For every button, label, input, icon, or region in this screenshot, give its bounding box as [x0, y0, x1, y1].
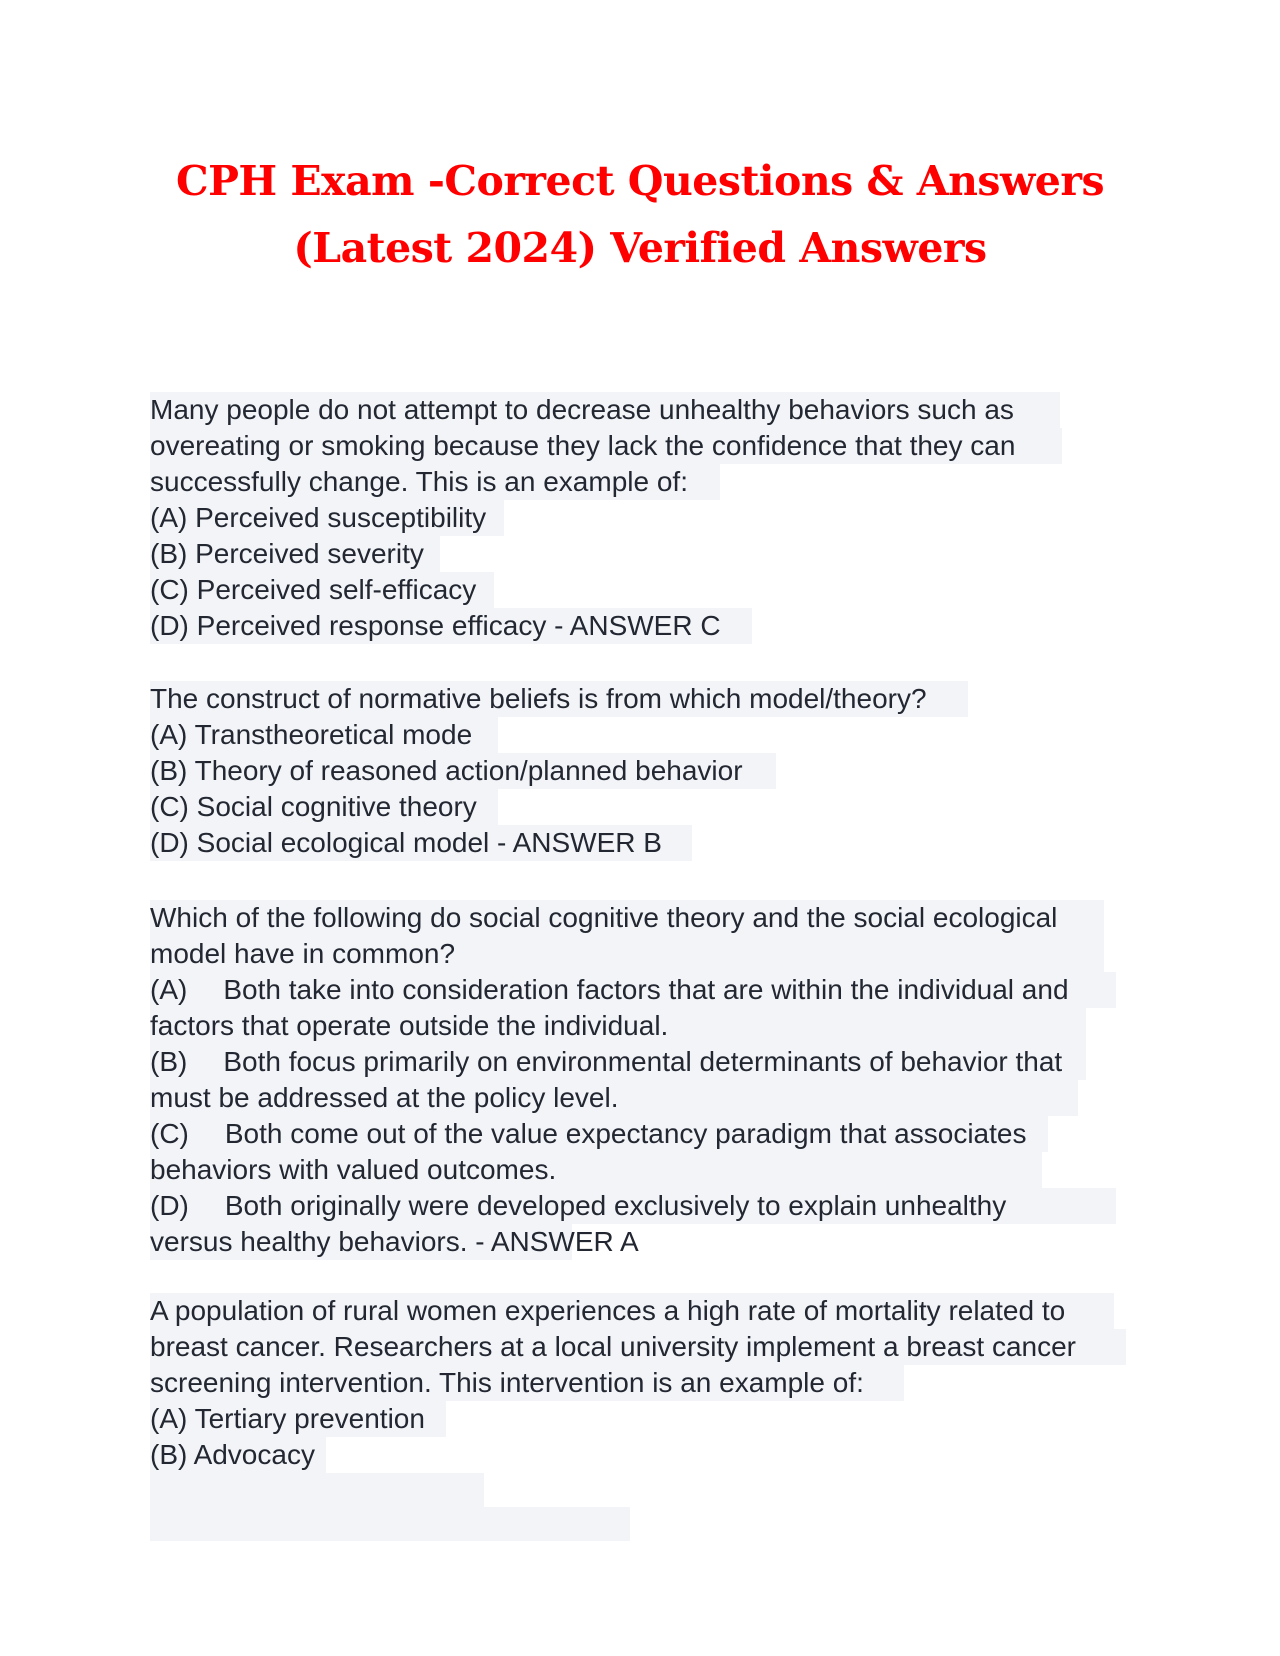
option-text: Theory of reasoned action/planned behavior: [194, 755, 743, 786]
option-text: Perceived severity: [195, 538, 424, 569]
question-stem-line: model have in common?: [150, 936, 1116, 972]
option-text: Both take into consideration factors that are within the individual and: [223, 974, 1069, 1005]
option-label: (C): [150, 1118, 189, 1149]
option-label: (B): [150, 538, 188, 569]
option-label: (B): [150, 1439, 188, 1470]
document-title: [0, 148, 1280, 282]
question-3: [150, 900, 1116, 1260]
option-label: (A): [150, 719, 188, 750]
option-d-continued-with-answer: versus healthy behaviors. - ANSWER A: [150, 1224, 1116, 1260]
option-label: (C): [150, 791, 189, 822]
option-label: (A): [150, 974, 188, 1005]
question-2: [150, 681, 968, 861]
option-b: [150, 1437, 1126, 1473]
question-stem-line: successfully change. This is an example of:: [150, 464, 1062, 500]
option-a: [150, 717, 968, 753]
option-label: (B): [150, 755, 188, 786]
option-text: Perceived response efficacy - ANSWER C: [196, 610, 721, 641]
question-4: [150, 1293, 1126, 1541]
title-line-1: CPH Exam -Correct Questions & Answers: [175, 157, 1105, 205]
option-text: Transtheoretical mode: [194, 719, 473, 750]
option-c: [150, 789, 968, 825]
option-text: Tertiary prevention: [194, 1403, 425, 1434]
question-stem-line: screening intervention. This intervention is an example of:: [150, 1365, 1126, 1401]
question-stem-line: Many people do not attempt to decrease unhealthy behaviors such as: [150, 392, 1062, 428]
title-line-2: (Latest 2024) Verified Answers: [293, 224, 987, 272]
option-d: [150, 1188, 1116, 1224]
blank-highlight-band: [150, 1473, 484, 1507]
option-text: Perceived susceptibility: [195, 502, 487, 533]
option-a: [150, 1401, 1126, 1437]
option-label: (D): [150, 610, 189, 641]
option-b-continued: must be addressed at the policy level.: [150, 1080, 1116, 1116]
option-text: Perceived self-efficacy: [196, 574, 477, 605]
blank-highlight-band: [150, 1507, 630, 1541]
option-label: (D): [150, 1190, 189, 1221]
option-c: [150, 1116, 1116, 1152]
option-text: Social ecological model - ANSWER B: [196, 827, 662, 858]
option-b: [150, 753, 968, 789]
question-stem-line: Which of the following do social cognitive theory and the social ecological: [150, 900, 1116, 936]
option-a: [150, 972, 1116, 1008]
option-label: (B): [150, 1046, 188, 1077]
option-text: Both come out of the value expectancy paradigm that associates: [224, 1118, 1027, 1149]
option-text: Both originally were developed exclusively to explain unhealthy: [224, 1190, 1007, 1221]
option-label: (A): [150, 1403, 188, 1434]
question-stem-line: breast cancer. Researchers at a local university implement a breast cancer: [150, 1329, 1126, 1365]
option-c: [150, 572, 1062, 608]
option-label: (D): [150, 827, 189, 858]
question-stem-line: The construct of normative beliefs is from which model/theory?: [150, 681, 968, 717]
option-text: Social cognitive theory: [196, 791, 477, 822]
question-1: [150, 392, 1062, 644]
option-a-continued: factors that operate outside the individual.: [150, 1008, 1116, 1044]
option-c-continued: behaviors with valued outcomes.: [150, 1152, 1116, 1188]
option-d-with-answer: [150, 825, 968, 861]
option-text: Both focus primarily on environmental determinants of behavior that: [223, 1046, 1063, 1077]
option-label: (C): [150, 574, 189, 605]
question-stem-line: overeating or smoking because they lack the confidence that they can: [150, 428, 1062, 464]
option-b: [150, 1044, 1116, 1080]
option-text: Advocacy: [193, 1439, 315, 1470]
option-a: [150, 500, 1062, 536]
option-b: [150, 536, 1062, 572]
question-stem-line: A population of rural women experiences a high rate of mortality related to: [150, 1293, 1126, 1329]
option-label: (A): [150, 502, 188, 533]
option-d-with-answer: [150, 608, 1062, 644]
